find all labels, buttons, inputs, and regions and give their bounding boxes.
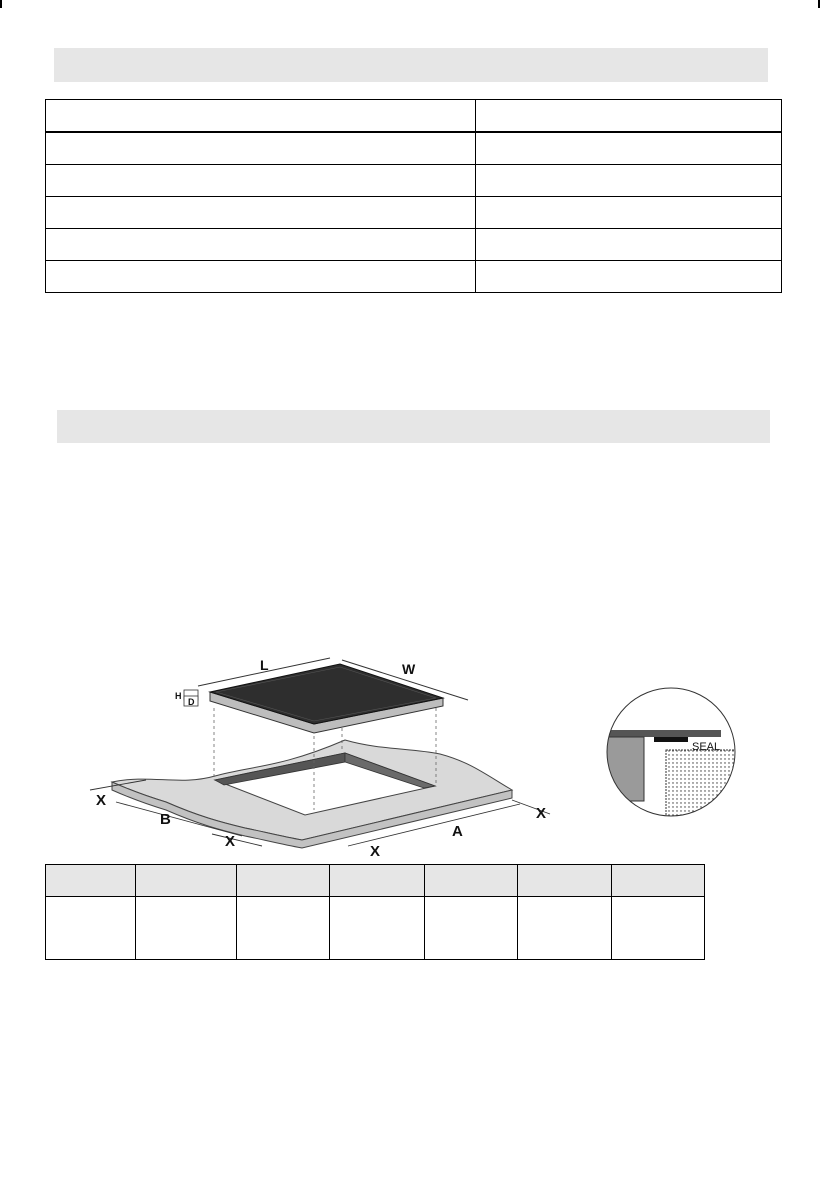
specification-table (45, 99, 782, 293)
table-header-cell (46, 865, 136, 897)
table-row (46, 261, 782, 293)
seal-label: SEAL (692, 741, 721, 753)
table-cell (476, 165, 782, 197)
table-header-cell (136, 865, 236, 897)
table-row (46, 197, 782, 229)
table-row (46, 165, 782, 197)
dim-label-clearance-left: X (96, 792, 107, 809)
table-cell (611, 897, 705, 960)
table-cell (136, 897, 236, 960)
table-cell (46, 197, 476, 229)
table-cell (46, 229, 476, 261)
table-row (46, 229, 782, 261)
table-row (46, 897, 705, 960)
installation-diagram (80, 650, 580, 865)
dim-label-width: W (402, 661, 416, 677)
table-header-cell (518, 865, 611, 897)
section-heading-band-technical (54, 48, 768, 82)
dim-label-depth: D (188, 697, 195, 707)
table-cell (476, 100, 782, 133)
seal-detail-glass (596, 730, 721, 737)
table-header-row (46, 865, 705, 897)
table-cell (46, 132, 476, 165)
table-header-cell (611, 865, 705, 897)
section-heading-band-installation (57, 410, 770, 443)
page-corner-mark-right (818, 0, 820, 8)
seal-detail-seal (654, 737, 688, 742)
seal-detail-diagram (596, 686, 746, 818)
table-cell (476, 229, 782, 261)
table-cell (46, 897, 136, 960)
cutout-dimension-table (45, 864, 705, 960)
dim-label-length: L (260, 657, 269, 673)
table-cell (476, 261, 782, 293)
page-top-rule (0, 0, 822, 40)
dim-label-clearance-bottom: X (370, 843, 381, 860)
table-cell (46, 165, 476, 197)
dim-label-height: H (175, 691, 182, 701)
table-cell (424, 897, 517, 960)
dim-label-cutout-b: B (160, 811, 171, 828)
table-cell (518, 897, 611, 960)
table-row (46, 100, 782, 133)
table-header-cell (236, 865, 329, 897)
dim-label-clearance-right: X (536, 805, 547, 822)
table-cell (236, 897, 329, 960)
table-row (46, 132, 782, 165)
dim-label-clearance-front: X (225, 833, 236, 850)
table-header-cell (330, 865, 424, 897)
page-corner-mark-left (0, 0, 2, 8)
table-cell (330, 897, 424, 960)
table-cell (46, 261, 476, 293)
dim-label-cutout-a: A (452, 823, 463, 840)
table-header-cell (424, 865, 517, 897)
table-cell (476, 197, 782, 229)
table-cell (476, 132, 782, 165)
table-cell (46, 100, 476, 133)
